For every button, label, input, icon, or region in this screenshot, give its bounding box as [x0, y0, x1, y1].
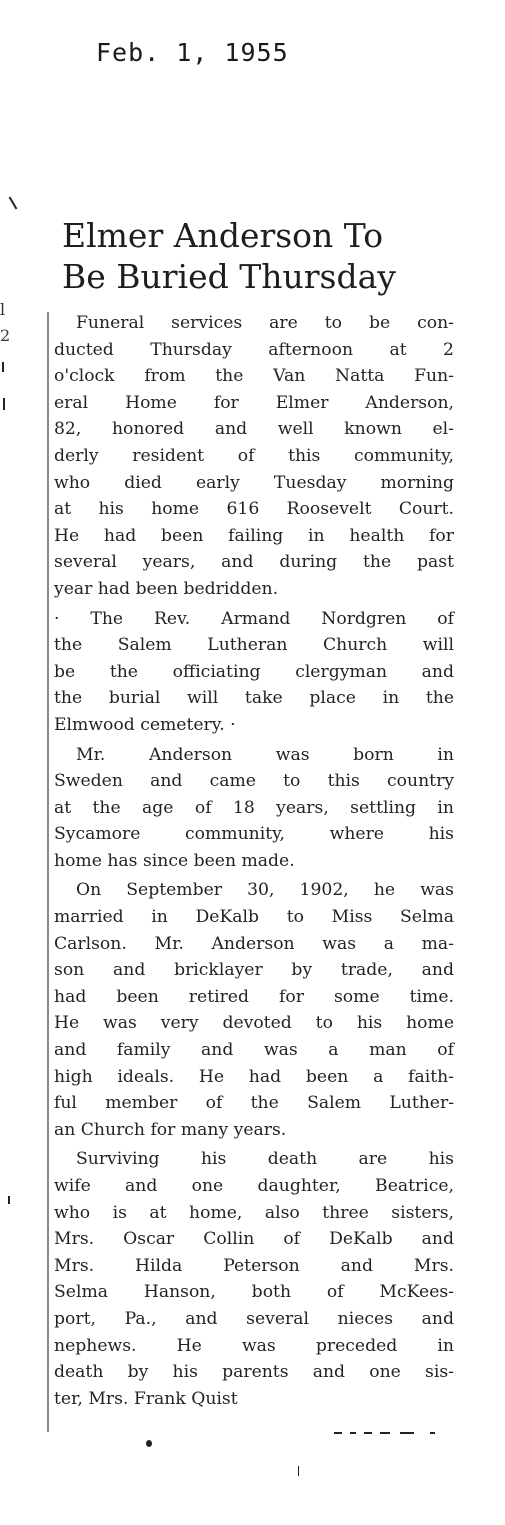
text-line: port, Pa., and several nieces and [54, 1308, 454, 1329]
paragraph-survivors [54, 1146, 454, 1412]
text-line: Surviving his death are his [76, 1149, 454, 1170]
paragraph-birth [54, 742, 454, 875]
text-line: several years, and during the past [54, 552, 454, 573]
clipping-date: Feb. 1, 1955 [96, 38, 289, 67]
text-line: eral Home for Elmer Anderson, [54, 392, 454, 413]
torn-edge-mark [400, 1432, 414, 1434]
text-line: ter, Mrs. Frank Quist [54, 1388, 238, 1409]
text-line: derly resident of this community, [54, 445, 454, 466]
torn-edge-mark [350, 1432, 356, 1434]
text-line: Selma Hanson, both of McKees- [54, 1282, 454, 1303]
headline [62, 215, 462, 297]
margin-mark-2: 2 [0, 326, 11, 345]
text-line: married in DeKalb to Miss Selma [54, 907, 454, 928]
text-line: at his home 616 Roosevelt Court. [54, 499, 454, 520]
text-line: Mrs. Oscar Collin of DeKalb and [54, 1229, 454, 1250]
paragraph-clergyman [54, 606, 454, 739]
torn-edge-mark [380, 1432, 390, 1434]
text-line: ducted Thursday afternoon at 2 [54, 339, 454, 360]
text-line: Carlson. Mr. Anderson was a ma- [54, 933, 454, 954]
text-line: Sycamore community, where his [54, 824, 454, 845]
margin-mark-1: l [0, 300, 6, 319]
text-line: year had been bedridden. [54, 578, 279, 599]
text-line: Elmwood cemetery. · [54, 714, 236, 735]
text-line: nephews. He was preceded in [54, 1335, 454, 1356]
text-line: wife and one daughter, Beatrice, [54, 1176, 454, 1196]
text-line: who died early Tuesday morning [54, 472, 454, 493]
margin-tick [8, 1196, 10, 1204]
text-line: Mr. Anderson was born in [76, 744, 454, 765]
text-line: had been retired for some time. [54, 986, 454, 1007]
margin-tick [2, 362, 4, 372]
article-body [54, 310, 454, 1415]
text-line: · The Rev. Armand Nordgren of [54, 608, 454, 629]
text-line: He had been failing in health for [54, 525, 454, 546]
text-line: death by his parents and one sis- [54, 1362, 454, 1383]
text-line: home has since been made. [54, 850, 295, 871]
column-rule [47, 312, 49, 1432]
text-line: ful member of the Salem Luther- [54, 1093, 454, 1114]
text-line: be the officiating clergyman and [54, 661, 454, 682]
torn-edge-mark [334, 1432, 342, 1434]
torn-edge-mark [364, 1432, 372, 1434]
text-line: the Salem Lutheran Church will [54, 635, 454, 656]
torn-edge-mark [430, 1432, 435, 1434]
text-line: On September 30, 1902, he was [76, 880, 454, 901]
headline-line: Elmer Anderson To [62, 216, 384, 255]
text-line: and family and was a man of [54, 1040, 454, 1061]
text-line: He was very devoted to his home [54, 1013, 454, 1034]
text-line: 82, honored and well known el- [54, 419, 454, 440]
scan-mark [298, 1466, 299, 1476]
text-line: an Church for many years. [54, 1119, 287, 1140]
text-line: who is at home, also three sisters, [54, 1202, 454, 1223]
headline-line: Be Buried Thursday [62, 257, 396, 296]
text-line: Mrs. Hilda Peterson and Mrs. [54, 1255, 454, 1276]
paragraph-funeral [54, 310, 454, 603]
text-line: the burial will take place in the [54, 688, 454, 709]
text-line: Funeral services are to be con- [76, 313, 454, 333]
text-line: at the age of 18 years, settling in [54, 797, 454, 818]
paragraph-marriage [54, 877, 454, 1143]
scan-dot [146, 1440, 152, 1447]
text-line: son and bricklayer by trade, and [54, 960, 454, 981]
text-line: Sweden and came to this country [54, 771, 454, 792]
scan-mark-slash [9, 196, 18, 209]
text-line: high ideals. He had been a faith- [54, 1066, 454, 1087]
text-line: o'clock from the Van Natta Fun- [54, 366, 454, 387]
margin-tick [3, 398, 5, 410]
